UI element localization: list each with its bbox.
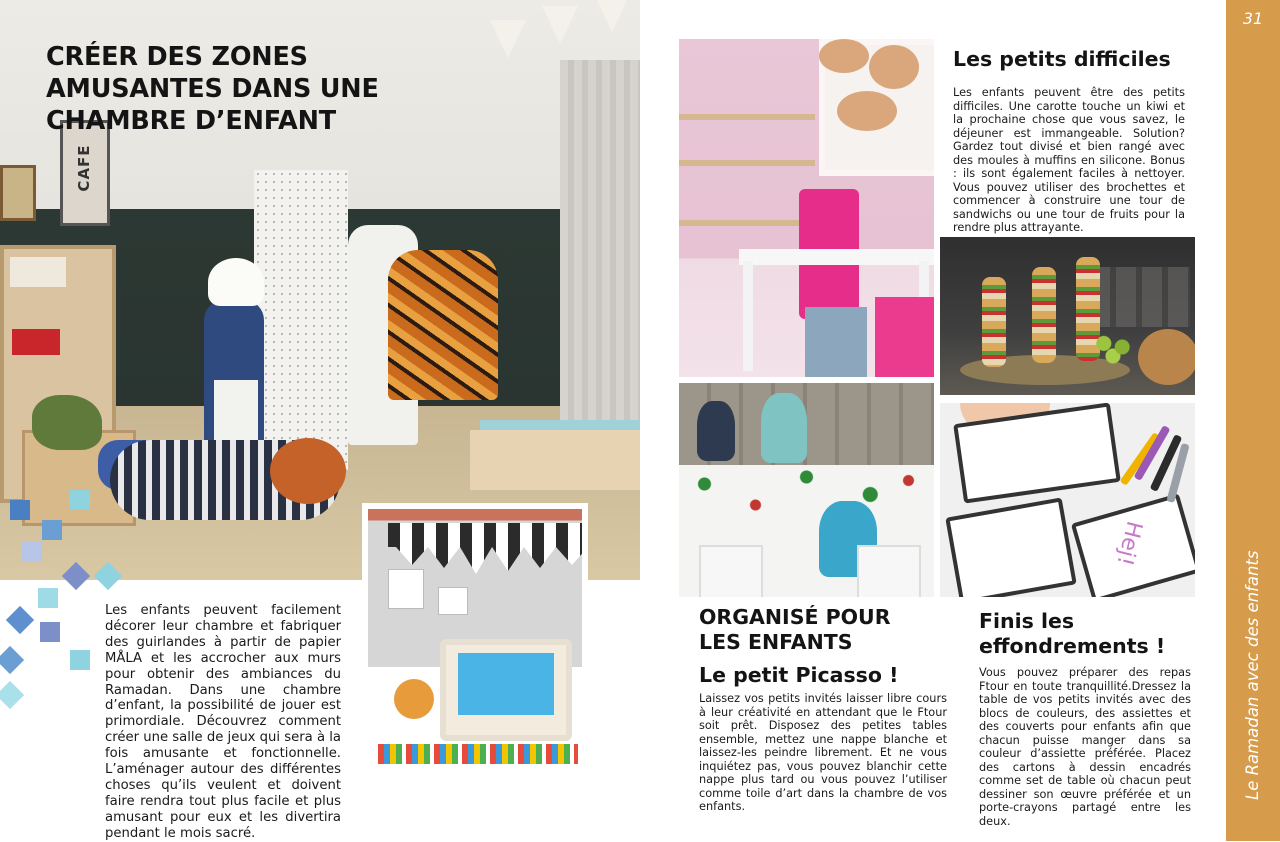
kids-table <box>470 430 640 490</box>
drawing-card-text: Hej! <box>1111 518 1147 569</box>
paper-pompom <box>819 39 869 73</box>
left-body-text: Les enfants peuvent facilement décorer leur chambre et fabriquer des guirlandes à partir de papier MÅLA et les accrocher aux murs pour obtenir des ambiances du Ramadan. Dans une chambre d’enfant, la possibilité de jouer est primordiale. Découvrez comment créer une salle de jeux qui sera à la fois amusante et fonctionnelle. L’aménager autour des différentes choses qu’ils veulent et doivent faire rendra tout plus facile et plus amusant pour eux et les divertira pendant le mois sacré. <box>105 603 341 841</box>
bread-loaf <box>1138 329 1195 385</box>
easel-drawing <box>440 639 572 741</box>
subtitle-petit-picasso: Le petit Picasso ! <box>699 663 899 687</box>
plush-dinosaur <box>32 395 102 450</box>
child-painting <box>761 393 807 463</box>
section-title-petits-difficiles: Les petits difficiles <box>953 47 1171 71</box>
grapes <box>1090 329 1136 365</box>
wall-shelves <box>679 114 815 226</box>
photo-kids-wall-art <box>362 503 588 800</box>
finis-effondrements-body: Vous pouvez préparer des repas Ftour en toute tranquillité.Dressez la table de vos petits invités avec des blocs de couleurs, des assiettes et des couverts pour enfants afin que chacun puisse manger dans sa couleur d’assiette préférée. Placez des cartons à dessin encadrés comme set de table où chacun peut dessiner son œuvre préférée et un porte-crayons partagé entre les deux. <box>979 666 1191 828</box>
child-red-hair <box>270 438 346 504</box>
white-table <box>739 249 934 265</box>
background-jars <box>1090 267 1190 327</box>
section-title-organise: ORGANISÉ POUR LES ENFANTS <box>699 605 891 654</box>
chef-hat <box>208 258 264 306</box>
pink-stool <box>875 297 934 377</box>
photo-kids-painting-table <box>679 383 934 597</box>
wall-frame <box>0 165 36 221</box>
photo-sandwich-towers <box>940 237 1195 395</box>
page-headline: CRÉER DES ZONES AMUSANTES DANS UNE CHAMBRE D’ENFANT <box>46 42 379 136</box>
section-sidebar <box>1226 0 1280 841</box>
drawing-card <box>945 497 1076 597</box>
photo-drawing-placemats <box>940 403 1195 597</box>
page-number: 31 <box>1242 9 1264 28</box>
wall-drawing <box>438 587 468 615</box>
photo-pink-kids-dining <box>679 39 934 377</box>
sandwich-skewer <box>1032 267 1056 363</box>
sandwich-skewer <box>982 277 1006 367</box>
child-painting <box>697 401 735 461</box>
coloring-poster <box>254 170 348 470</box>
curtain <box>560 60 640 420</box>
blanket <box>805 307 867 377</box>
lion-craft <box>394 679 434 719</box>
cafe-sign-text: CAFE <box>75 144 93 192</box>
petits-difficiles-body: Les enfants peuvent être des petits difficiles. Une carotte touche un kiwi et la prochaine chose que vous savez, le déjeuner est immangeable. Solution? Gardez tout divisé et bien rangé avec des moules à muffins en silicone. Bonus : ils sont également faciles à nettoyer. Vous pouvez utiliser des brochettes et commencer à construire une tour de sandwichs ou une tour de fruits pour la rendre plus attrayante. <box>953 86 1185 234</box>
bunting-garland <box>480 0 640 70</box>
markers-crayons <box>378 744 578 764</box>
paint-blots <box>679 463 934 533</box>
paper-pompom <box>837 91 897 131</box>
drawing-card <box>1071 493 1195 597</box>
paper-pompom <box>869 45 919 89</box>
section-title-finis-effondrements: Finis les effondrements ! <box>979 609 1166 658</box>
sidebar-section-title: Le Ramadan avec des enfants <box>1243 550 1262 800</box>
petit-picasso-body: Laissez vos petits invités laisser libre cours à leur créativité en attendant que le Ftour soit prêt. Disposez des petites tables ensemble, mettez une nappe blanche et laissez-les peindre librement. Et ne vous inquiétez pas, vous pouvez blanchir cette nappe plus tard ou vous pouvez l’utiliser comme toile d’art dans la chambre de vos enfants. <box>699 692 947 813</box>
costume-tiger <box>388 250 498 400</box>
wall-drawing <box>388 569 424 609</box>
